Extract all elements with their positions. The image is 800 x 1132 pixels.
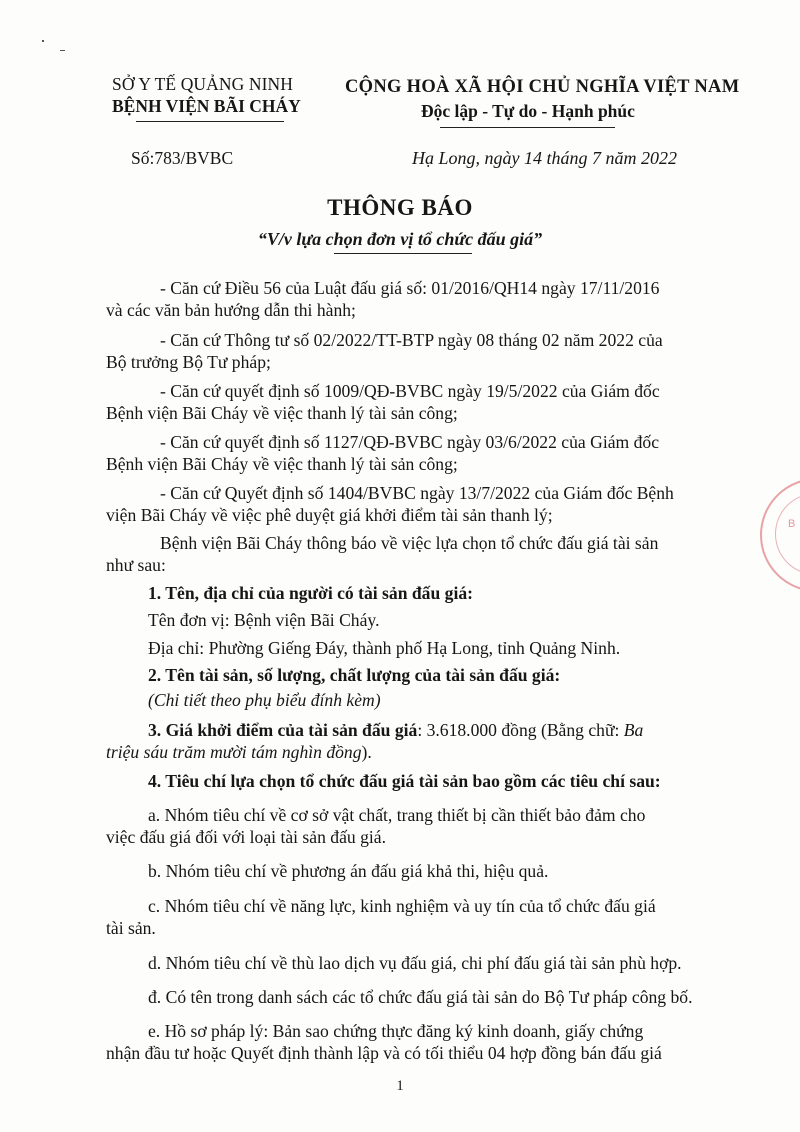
criteria-b: b. Nhóm tiêu chí về phương án đấu giá khả thi, hiệu quả. xyxy=(148,861,549,881)
organization-underline xyxy=(136,121,284,122)
organization-parent: SỞ Y TẾ QUẢNG NINH xyxy=(112,74,294,94)
document-title: THÔNG BÁO xyxy=(327,195,473,220)
criteria-e-line-1: e. Hồ sơ pháp lý: Bản sao chứng thực đăng ký kinh doanh, giấy chứng xyxy=(148,1021,644,1041)
intro-line-1: Bệnh viện Bãi Cháy thông báo về việc lựa chọn tổ chức đấu giá tài sản xyxy=(160,533,659,553)
price-close: ). xyxy=(361,742,372,762)
page-number: 1 xyxy=(396,1078,404,1094)
criteria-dd: đ. Có tên trong danh sách các tổ chức đấu giá tài sản do Bộ Tư pháp công bố. xyxy=(148,987,693,1007)
criteria-c-line-2: tài sản. xyxy=(106,918,156,938)
basis-4-line-1: - Căn cứ quyết định số 1127/QĐ-BVBC ngày 03/6/2022 của Giám đốc xyxy=(160,432,659,452)
organization-name: BỆNH VIỆN BÃI CHÁY xyxy=(112,96,301,116)
section-1-heading: 1. Tên, địa chỉ của người có tài sản đấu giá: xyxy=(148,583,473,603)
motto-underline xyxy=(440,127,615,128)
basis-5-line-2: viện Bãi Cháy về việc phê duyệt giá khởi điểm tài sản thanh lý; xyxy=(106,505,553,525)
section-4-heading: 4. Tiêu chí lựa chọn tổ chức đấu giá tài sản bao gồm các tiêu chí sau: xyxy=(148,771,661,791)
section-3-heading: 3. Giá khởi điểm của tài sản đấu giá xyxy=(148,720,418,740)
scan-speck xyxy=(42,40,44,42)
basis-1-line-2: và các văn bản hướng dẫn thi hành; xyxy=(106,300,356,320)
intro-line-2: như sau: xyxy=(106,555,166,575)
document-number: Số:783/BVBC xyxy=(131,148,234,168)
basis-5-line-1: - Căn cứ Quyết định số 1404/BVBC ngày 13/7/2022 của Giám đốc Bệnh xyxy=(160,483,674,503)
basis-1-line-1: - Căn cứ Điều 56 của Luật đấu giá số: 01/2016/QH14 ngày 17/11/2016 xyxy=(160,278,660,298)
criteria-a-line-1: a. Nhóm tiêu chí về cơ sở vật chất, trang thiết bị cần thiết bảo đảm cho xyxy=(148,805,646,825)
subject-underline xyxy=(334,253,472,254)
document-subject: “V/v lựa chọn đơn vị tổ chức đấu giá” xyxy=(257,229,543,249)
basis-3-line-2: Bệnh viện Bãi Cháy về việc thanh lý tài sản công; xyxy=(106,403,458,423)
stamp-text: B xyxy=(788,518,796,530)
price-in-words-start: Ba xyxy=(623,720,644,740)
scan-speck xyxy=(60,50,65,51)
criteria-c-line-1: c. Nhóm tiêu chí về năng lực, kinh nghiệm và uy tín của tổ chức đấu giá xyxy=(148,896,656,916)
section-2-heading: 2. Tên tài sản, số lượng, chất lượng của tài sản đấu giá: xyxy=(148,665,561,685)
basis-4-line-2: Bệnh viện Bãi Cháy về việc thanh lý tài sản công; xyxy=(106,454,458,474)
section-3-line-2 xyxy=(106,742,372,763)
criteria-d: d. Nhóm tiêu chí về thù lao dịch vụ đấu giá, chi phí đấu giá tài sản phù hợp. xyxy=(148,953,682,973)
basis-2-line-2: Bộ trưởng Bộ Tư pháp; xyxy=(106,352,271,372)
criteria-e-line-2: nhận đầu tư hoặc Quyết định thành lập và có tối thiểu 04 hợp đồng bán đấu giá xyxy=(106,1043,662,1063)
criteria-a-line-2: việc đấu giá đối với loại tài sản đấu giá. xyxy=(106,827,386,847)
basis-2-line-1: - Căn cứ Thông tư số 02/2022/TT-BTP ngày 08 tháng 02 năm 2022 của xyxy=(160,330,663,350)
price-in-words-end: triệu sáu trăm mười tám nghìn đồng xyxy=(106,742,362,762)
basis-3-line-1: - Căn cứ quyết định số 1009/QĐ-BVBC ngày 19/5/2022 của Giám đốc xyxy=(160,381,660,401)
national-motto: Độc lập - Tự do - Hạnh phúc xyxy=(421,101,635,121)
place-date: Hạ Long, ngày 14 tháng 7 năm 2022 xyxy=(412,148,677,168)
section-3-line-1 xyxy=(148,720,643,741)
national-title: CỘNG HOÀ XÃ HỘI CHỦ NGHĨA VIỆT NAM xyxy=(345,77,740,97)
starting-price: : 3.618.000 đồng (Bằng chữ: xyxy=(417,720,624,740)
section-2-note: (Chi tiết theo phụ biểu đính kèm) xyxy=(148,690,381,710)
owner-name: Tên đơn vị: Bệnh viện Bãi Cháy. xyxy=(148,610,380,630)
owner-address: Địa chỉ: Phường Giếng Đáy, thành phố Hạ Long, tỉnh Quảng Ninh. xyxy=(148,638,621,658)
